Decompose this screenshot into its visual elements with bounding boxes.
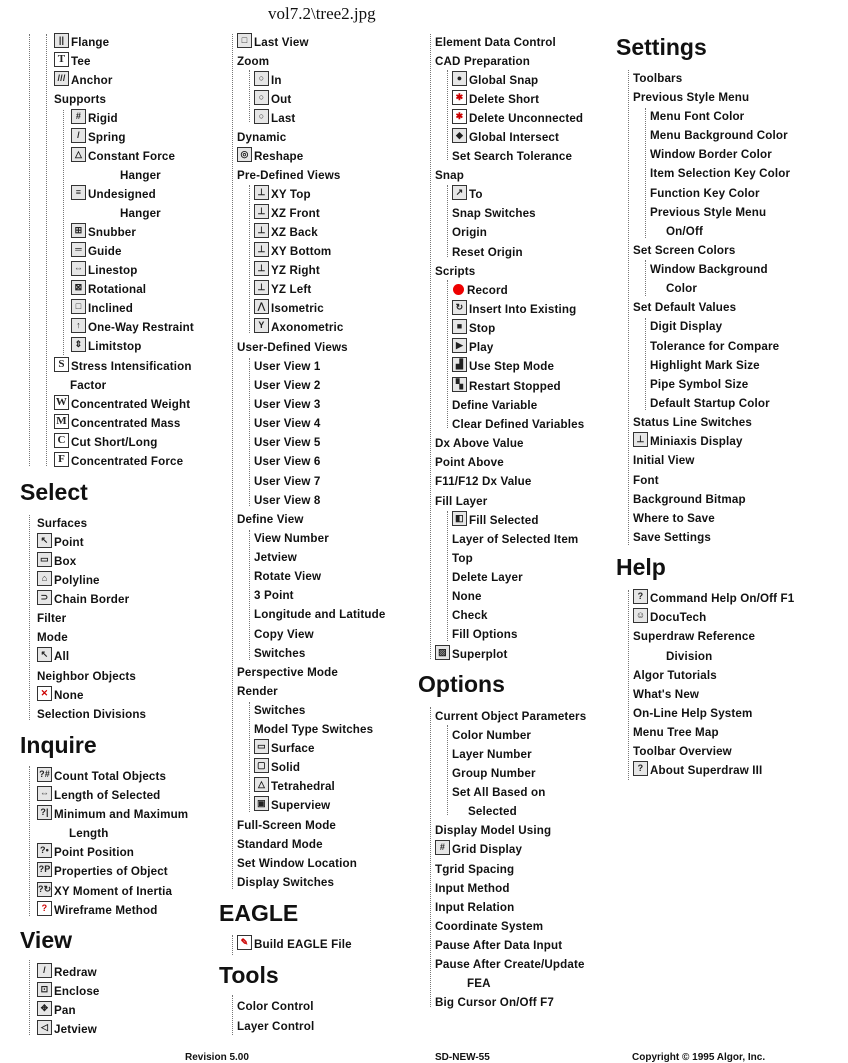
tree-line <box>430 707 431 1007</box>
tree-item[interactable]: Surfaces <box>37 517 88 530</box>
guide-icon: ═ <box>71 242 86 257</box>
tree-line <box>447 70 448 160</box>
tree-line <box>628 70 629 545</box>
page-title: vol7.2\tree2.jpg <box>268 4 376 23</box>
tree-item[interactable]: # Rigid <box>71 109 118 128</box>
tree-line <box>29 34 30 466</box>
footer-revision: Revision 5.00 <box>185 1052 249 1063</box>
zoom-last-icon: ○ <box>254 109 269 124</box>
flange-icon: || <box>54 33 69 48</box>
xz-front-icon: ⊥ <box>254 204 269 219</box>
tree-item[interactable]: Pipe Symbol Size <box>650 378 749 391</box>
tree-item[interactable]: ◎ Reshape <box>237 147 303 166</box>
tree-item[interactable]: Layer of Selected Item <box>452 533 579 546</box>
tree-item[interactable]: Y Axonometric <box>254 318 344 337</box>
tree-item[interactable]: None <box>452 590 482 603</box>
tree-line <box>46 34 47 466</box>
options-heading: Options <box>418 671 505 697</box>
tree-item[interactable]: Rotate View <box>254 570 322 583</box>
reshape-icon: ◎ <box>237 147 252 162</box>
tree-item[interactable]: ⊥ XY Bottom <box>254 242 331 261</box>
box-icon: ▭ <box>37 552 52 567</box>
tree-item[interactable]: ⌂ Polyline <box>37 571 100 590</box>
play-icon: ▶ <box>452 338 467 353</box>
tree-item[interactable]: User View 6 <box>254 455 321 468</box>
delete-unconnected-icon: ✱ <box>452 109 467 124</box>
c-icon: C <box>54 433 69 448</box>
pan-icon: ✥ <box>37 1001 52 1016</box>
tree-item[interactable]: Snap <box>435 169 464 182</box>
footer-copyright: Copyright © 1995 Algor, Inc. <box>632 1052 766 1063</box>
s-icon: S <box>54 357 69 372</box>
tree-item[interactable]: Render <box>237 685 278 698</box>
tree-item[interactable]: Status Line Switches <box>633 416 752 429</box>
tree-item[interactable]: Default Startup Color <box>650 397 770 410</box>
tree-item[interactable]: Point Above <box>435 456 504 469</box>
tree-item[interactable]: ? Command Help On/Off F1 <box>633 589 794 608</box>
tree-item[interactable]: / Spring <box>71 128 126 147</box>
eagle-icon: ✎ <box>237 935 252 950</box>
tools-heading: Tools <box>219 962 279 988</box>
tree-item[interactable]: Scripts <box>435 265 476 278</box>
tree-item[interactable]: Menu Background Color <box>650 129 788 142</box>
tree-item[interactable]: Dx Above Value <box>435 437 524 450</box>
tree-item[interactable]: FEA <box>467 977 491 990</box>
tree-item[interactable]: Dynamic <box>237 131 287 144</box>
tree-item[interactable]: Set All Based on <box>452 786 546 799</box>
tree-item[interactable]: ⊥ XZ Front <box>254 204 320 223</box>
tree-item[interactable]: User-Defined Views <box>237 341 348 354</box>
tree-item[interactable]: Factor <box>70 379 107 392</box>
tree-item[interactable]: Switches <box>254 647 306 660</box>
tree-item[interactable]: Fill Layer <box>435 495 488 508</box>
tree-item[interactable]: Selection Divisions <box>37 708 147 721</box>
tree-item[interactable]: User View 4 <box>254 417 321 430</box>
tree-item[interactable]: Algor Tutorials <box>633 669 717 682</box>
yz-left-icon: ⊥ <box>254 280 269 295</box>
xz-back-icon: ⊥ <box>254 223 269 238</box>
footer-code: SD-NEW-55 <box>435 1052 490 1063</box>
view-heading: View <box>20 927 72 953</box>
settings-heading: Settings <box>616 34 707 60</box>
tree-item[interactable]: ✱ Delete Short <box>452 90 539 109</box>
tree-item[interactable]: Color <box>666 282 698 295</box>
tree-item[interactable]: Highlight Mark Size <box>650 359 760 372</box>
tree-item[interactable]: Top <box>452 552 473 565</box>
tree-item[interactable]: △ Tetrahedral <box>254 777 335 796</box>
limitstop-icon: ⇕ <box>71 337 86 352</box>
surface-icon: ▭ <box>254 739 269 754</box>
tree-line <box>63 110 64 355</box>
tree-line <box>232 935 233 955</box>
tree-item[interactable]: ◧ Fill Selected <box>452 511 539 530</box>
w-icon: W <box>55 396 68 408</box>
tree-line <box>232 34 233 889</box>
tree-item[interactable]: W Concentrated Weight <box>55 396 191 411</box>
tree-item[interactable]: ▢ Solid <box>254 758 300 777</box>
tree-item[interactable]: Model Type Switches <box>254 723 374 736</box>
tree-item[interactable]: ✕ None <box>37 686 84 705</box>
zoom-in-icon: ○ <box>254 71 269 86</box>
tree-item[interactable]: ⊥ Miniaxis Display <box>633 432 743 451</box>
tree-item[interactable]: Function Key Color <box>650 187 760 200</box>
m-icon: M <box>54 414 69 429</box>
tree-item[interactable]: Delete Layer <box>452 571 523 584</box>
tree-item[interactable]: F Concentrated Force <box>54 452 183 471</box>
tree-item[interactable]: Input Method <box>435 882 510 895</box>
tree-item[interactable]: ⊥ XZ Back <box>254 223 318 242</box>
solid-icon: ▢ <box>254 758 269 773</box>
about-icon: ? <box>633 761 648 776</box>
tree-item[interactable]: User View 2 <box>254 379 321 392</box>
tree-item[interactable]: Big Cursor On/Off F7 <box>435 996 554 1009</box>
tree-item[interactable]: Origin <box>452 226 488 239</box>
tree-item[interactable]: Font <box>633 474 659 487</box>
tree-line <box>645 318 646 410</box>
tree-item[interactable]: ▨ Superplot <box>435 645 507 664</box>
tree-item[interactable]: || Flange <box>54 33 109 52</box>
tree-item[interactable]: Selected <box>468 805 517 818</box>
tree-item[interactable]: M Concentrated Mass <box>54 414 181 433</box>
tree-line <box>447 725 448 815</box>
tree-item[interactable]: Clear Defined Variables <box>452 418 585 431</box>
tree-item[interactable]: Longitude and Latitude <box>254 608 386 621</box>
tree-item[interactable]: User View 5 <box>254 436 321 449</box>
redraw-icon: / <box>37 963 52 978</box>
tree-item[interactable]: Toolbar Overview <box>633 745 732 758</box>
tree-item[interactable]: What's New <box>633 688 700 701</box>
restart-stopped-icon: ▚ <box>452 377 467 392</box>
one-way-restraint-icon: ↑ <box>71 318 86 333</box>
tree-item[interactable]: ⊠ Rotational <box>71 280 146 299</box>
chain-border-icon: ⊃ <box>37 590 52 605</box>
tree-item[interactable]: ? Wireframe Method <box>37 901 157 920</box>
tree-item[interactable]: ✎ Build EAGLE File <box>237 935 352 954</box>
tree-item[interactable]: /// Anchor <box>54 71 112 90</box>
tree-line <box>645 108 646 238</box>
tree-item[interactable]: Mode <box>37 631 68 644</box>
tree-line <box>430 34 431 659</box>
tree-item[interactable]: Jetview <box>254 551 297 564</box>
tree-item[interactable]: Previous Style Menu <box>650 206 767 219</box>
undesigned-icon: ≡ <box>71 185 86 200</box>
stop-icon: ■ <box>452 319 467 334</box>
tree-item[interactable]: ■ Stop <box>452 319 495 338</box>
tree-item[interactable]: Set Screen Colors <box>633 244 736 257</box>
tree-line <box>249 702 250 812</box>
tree-item[interactable]: ↖ Point <box>37 533 84 552</box>
tree-item[interactable]: ═ Guide <box>71 242 122 261</box>
tree-item[interactable]: Hanger <box>120 207 161 220</box>
tree-item[interactable]: Reset Origin <box>452 246 523 259</box>
tree-item[interactable]: Define View <box>237 513 304 526</box>
rotational-icon: ⊠ <box>71 280 86 295</box>
tree-item[interactable]: Filter <box>37 612 67 625</box>
tree-item[interactable]: ⇔ Linestop <box>71 261 138 280</box>
tree-line <box>29 766 30 916</box>
tree-item[interactable]: Check <box>452 609 488 622</box>
minmax-icon: ?| <box>37 805 52 820</box>
tree-item[interactable]: # Grid Display <box>435 840 522 859</box>
tree-line <box>249 185 250 333</box>
delete-short-icon: ✱ <box>452 90 467 105</box>
tree-item[interactable]: ↗ To <box>452 185 483 204</box>
tree-item[interactable]: C Cut Short/Long <box>54 433 157 452</box>
zoom-out-icon: ○ <box>254 90 269 105</box>
tree-line <box>29 960 30 1035</box>
tree-item[interactable]: Group Number <box>452 767 536 780</box>
tree-item[interactable]: On/Off <box>666 225 703 238</box>
tree-item[interactable]: Display Switches <box>237 876 335 889</box>
tree-item[interactable]: ? About Superdraw III <box>633 761 762 780</box>
help-heading: Help <box>616 554 666 580</box>
tree-item[interactable]: Element Data Control <box>435 36 556 49</box>
axonometric-icon: Y <box>254 318 269 333</box>
tree-item[interactable]: ▚ Restart Stopped <box>452 377 561 396</box>
inclined-icon: □ <box>71 299 86 314</box>
tree-item[interactable]: CAD Preparation <box>435 55 531 68</box>
linestop-icon: ⇔ <box>71 261 86 276</box>
tree-item[interactable]: □ Last View <box>237 33 309 52</box>
anchor-icon: /// <box>54 71 69 86</box>
tree-line <box>628 590 629 780</box>
f-icon: F <box>54 452 69 467</box>
polyline-icon: ⌂ <box>37 571 52 586</box>
record-icon <box>453 284 464 295</box>
grid-icon: # <box>435 840 450 855</box>
tree-item[interactable]: Zoom <box>237 55 270 68</box>
tree-item[interactable]: Set Window Location <box>237 857 357 870</box>
tree-item[interactable]: ◆ Global Intersect <box>452 128 559 147</box>
tree-item[interactable]: ⋀ Isometric <box>254 299 324 318</box>
point-position-icon: ?• <box>37 843 52 858</box>
insert-into-existing-icon: ↻ <box>452 300 467 315</box>
snap-to-icon: ↗ <box>452 185 467 200</box>
inquire-heading: Inquire <box>20 732 97 758</box>
length-icon: ⇔ <box>37 786 52 801</box>
superplot-icon: ▨ <box>435 645 450 660</box>
tree-item[interactable]: Display Model Using <box>435 824 552 837</box>
tree-line <box>249 70 250 122</box>
tree-item[interactable]: ?| Minimum and Maximum <box>37 805 188 824</box>
tree-item[interactable]: Color Number <box>452 729 532 742</box>
tree-item[interactable]: User View 1 <box>254 360 321 373</box>
tetrahedral-icon: △ <box>254 777 269 792</box>
tree-item[interactable]: ⊡ Enclose <box>37 982 100 1001</box>
tree-item[interactable]: Background Bitmap <box>633 493 746 506</box>
superview-icon: ▣ <box>254 796 269 811</box>
tree-item[interactable]: Pause After Data Input <box>435 939 563 952</box>
tree-line <box>447 511 448 641</box>
constant-force-icon: △ <box>71 147 86 162</box>
last-view-icon: □ <box>237 33 252 48</box>
enclose-icon: ⊡ <box>37 982 52 997</box>
tree-item[interactable]: Menu Font Color <box>650 110 745 123</box>
tree-item[interactable]: ● Global Snap <box>452 71 538 90</box>
moment-icon: ?↻ <box>37 882 52 897</box>
tree-item[interactable]: ⊥ YZ Left <box>254 280 311 299</box>
tree-item[interactable]: Fill Options <box>452 628 518 641</box>
tee-icon: T <box>54 52 69 67</box>
spring-icon: / <box>71 128 86 143</box>
miniaxis-icon: ⊥ <box>633 432 648 447</box>
tree-item[interactable]: / Redraw <box>37 963 97 982</box>
command-help-icon: ? <box>633 589 648 604</box>
tree-item[interactable]: Tolerance for Compare <box>650 340 780 353</box>
global-snap-icon: ● <box>452 71 467 86</box>
tree-item[interactable]: ▭ Box <box>37 552 76 571</box>
tree-item[interactable]: F11/F12 Dx Value <box>435 475 532 488</box>
xy-bottom-icon: ⊥ <box>254 242 269 257</box>
tree-item[interactable]: ↑ One-Way Restraint <box>71 318 194 337</box>
tree-line <box>645 260 646 296</box>
tree-item[interactable]: Standard Mode <box>237 838 323 851</box>
tree-item[interactable]: ↻ Insert Into Existing <box>452 300 576 319</box>
tree-item[interactable]: Supports <box>54 93 107 106</box>
tree-item[interactable]: △ Constant Force <box>71 147 175 166</box>
tree-line <box>249 358 250 506</box>
tree-item[interactable]: ⊃ Chain Border <box>37 590 129 609</box>
jetview-icon: ◁ <box>37 1020 52 1035</box>
tree-item[interactable]: ⇔ Length of Selected <box>37 786 160 805</box>
tree-item[interactable]: 3 Point <box>254 589 294 602</box>
tree-item[interactable]: ☺ DocuTech <box>633 608 706 627</box>
tree-item[interactable]: ▭ Surface <box>254 739 315 758</box>
tree-line <box>447 185 448 257</box>
tree-item[interactable]: ↖ All <box>37 647 69 666</box>
all-icon: ↖ <box>37 647 52 662</box>
tree-item[interactable]: Copy View <box>254 628 314 641</box>
tree-item[interactable]: T Tee <box>54 52 91 71</box>
select-heading: Select <box>20 479 88 505</box>
tree-line <box>232 995 233 1035</box>
tree-item[interactable]: ?P Properties of Object <box>38 864 168 878</box>
tree-item[interactable]: View Number <box>254 532 329 545</box>
step-mode-icon: ▟ <box>452 357 467 372</box>
tree-line <box>29 515 30 720</box>
tree-item[interactable]: Window Border Color <box>650 148 772 161</box>
tree-line <box>447 280 448 428</box>
wireframe-icon: ? <box>37 901 52 916</box>
tree-item[interactable]: Set Default Values <box>633 301 737 314</box>
tree-item[interactable]: Window Background <box>650 263 768 276</box>
point-icon: ↖ <box>37 533 52 548</box>
tree-item[interactable]: Initial View <box>633 454 695 467</box>
tree-item[interactable]: Perspective Mode <box>237 666 338 679</box>
tree-item[interactable]: Division <box>666 650 713 663</box>
tree-item[interactable]: □ Inclined <box>71 299 133 318</box>
tree-item[interactable]: ▣ Superview <box>254 796 330 815</box>
tree-item[interactable]: Pause After Create/Update <box>435 958 585 971</box>
tree-item[interactable]: Previous Style Menu <box>633 91 750 104</box>
tree-item[interactable]: ✱ Delete Unconnected <box>452 109 583 128</box>
tree-item[interactable]: On-Line Help System <box>633 707 753 720</box>
count-icon: ?# <box>37 767 52 782</box>
tree-item[interactable]: Layer Number <box>452 748 532 761</box>
tree-item[interactable]: Full-Screen Mode <box>237 819 337 832</box>
tree-item[interactable]: Tgrid Spacing <box>435 863 515 876</box>
tree-item[interactable]: Superdraw Reference <box>633 630 756 643</box>
tree-item[interactable]: ○ In <box>254 71 282 90</box>
tree-item[interactable]: Save Settings <box>633 531 711 544</box>
tree-item[interactable]: User View 7 <box>254 475 321 488</box>
rigid-icon: # <box>71 109 86 124</box>
tree-item[interactable]: Digit Display <box>650 320 723 333</box>
snubber-icon: ⊞ <box>71 223 86 238</box>
tree-item[interactable]: Neighbor Objects <box>37 670 137 683</box>
tree-item[interactable]: Set Search Tolerance <box>452 150 573 163</box>
tree-item[interactable]: ⊥ YZ Right <box>254 261 320 280</box>
tree-item[interactable]: ▶ Play <box>452 338 493 357</box>
tree-item[interactable]: Pre-Defined Views <box>237 169 341 182</box>
tree-item[interactable]: ▟ Use Step Mode <box>452 357 554 376</box>
tree-item[interactable]: User View 8 <box>254 494 321 507</box>
eagle-heading: EAGLE <box>219 900 299 926</box>
tree-item[interactable]: ⊥ XY Top <box>254 185 311 204</box>
tree-item[interactable]: User View 3 <box>254 398 321 411</box>
tree-item[interactable]: ≡ Undesigned <box>71 185 156 204</box>
tree-item[interactable]: ?• Point Position <box>37 843 134 862</box>
tree-item[interactable]: Current Object Parameters <box>435 710 587 723</box>
tree-item[interactable]: Input Relation <box>435 901 515 914</box>
tree-item[interactable]: Coordinate System <box>435 920 544 933</box>
isometric-icon: ⋀ <box>254 299 269 314</box>
tree-item[interactable]: Record <box>452 281 508 300</box>
tree-item[interactable]: Item Selection Key Color <box>650 167 791 180</box>
tree-item[interactable]: Define Variable <box>452 399 538 412</box>
tree-item[interactable]: Where to Save <box>633 512 715 525</box>
tree-item[interactable]: Toolbars <box>633 72 683 85</box>
none-icon: ✕ <box>37 686 52 701</box>
tree-item[interactable]: Layer Control <box>237 1020 315 1033</box>
tree-line <box>249 530 250 660</box>
tree-item[interactable]: Color Control <box>237 1000 314 1013</box>
tree-item[interactable]: Switches <box>254 704 306 717</box>
xy-top-icon: ⊥ <box>254 185 269 200</box>
tree-item[interactable]: Length <box>69 827 109 840</box>
tree-item[interactable]: ◁ Jetview <box>37 1020 97 1039</box>
tree-item[interactable]: ?↻ XY Moment of Inertia <box>38 884 173 898</box>
tree-item[interactable]: S Stress Intensification <box>54 357 192 376</box>
tree-item[interactable]: Hanger <box>120 169 161 182</box>
tree-item[interactable]: ○ Last <box>254 109 295 128</box>
properties-icon: ?P <box>37 862 52 877</box>
docutech-icon: ☺ <box>633 608 648 623</box>
tree-item[interactable]: ⊞ Snubber <box>71 223 136 242</box>
fill-selected-icon: ◧ <box>452 511 467 526</box>
tree-item[interactable]: ○ Out <box>254 90 291 109</box>
tree-item[interactable]: ✥ Pan <box>37 1001 76 1020</box>
tree-item[interactable]: Snap Switches <box>452 207 536 220</box>
tree-item[interactable]: ⇕ Limitstop <box>71 337 142 356</box>
tree-item[interactable]: Menu Tree Map <box>633 726 719 739</box>
yz-right-icon: ⊥ <box>254 261 269 276</box>
tree-item[interactable]: ?# Count Total Objects <box>37 767 166 786</box>
global-intersect-icon: ◆ <box>452 128 467 143</box>
